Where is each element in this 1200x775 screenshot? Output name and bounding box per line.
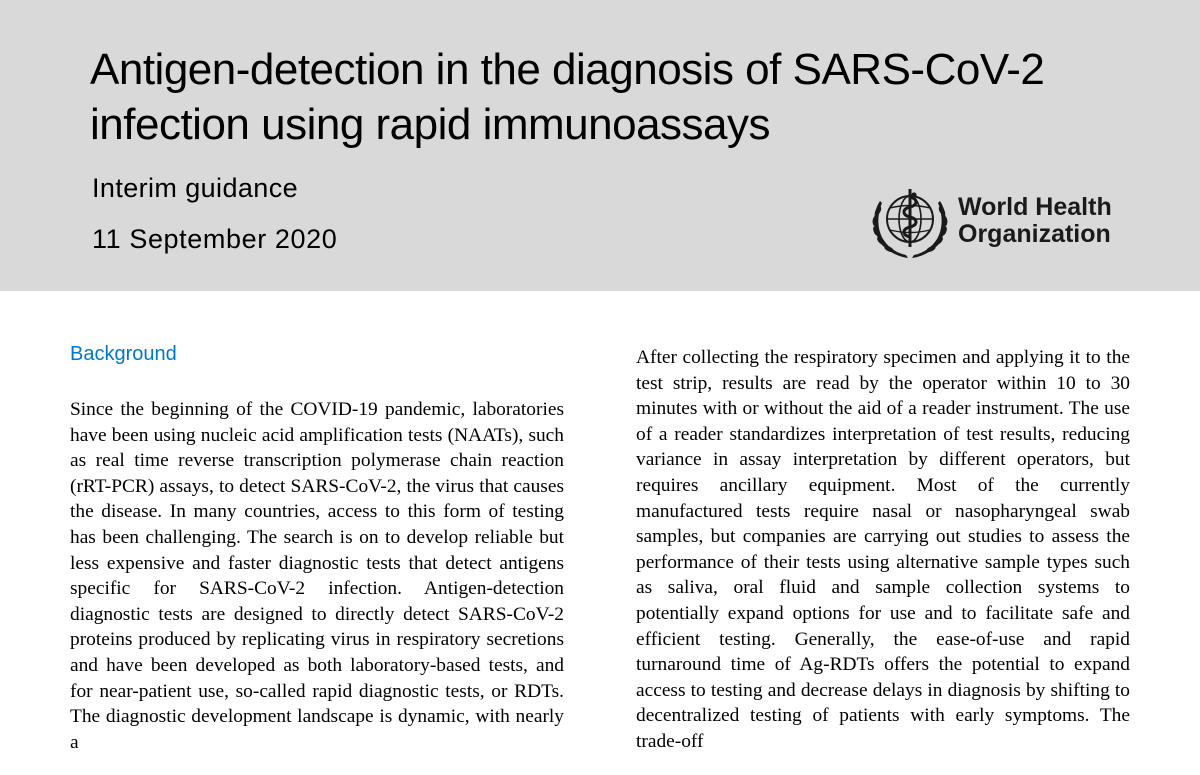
who-wordmark <box>958 194 1112 248</box>
document-title: Antigen-detection in the diagnosis of SARS-CoV-2 infection using rapid immunoassays <box>90 45 1045 149</box>
who-logo <box>866 183 1116 259</box>
document-subtitle: Interim guidance <box>92 173 299 203</box>
who-wordmark-line1: World Health <box>958 193 1112 221</box>
right-column <box>636 345 1130 755</box>
publication-date: 11 September 2020 <box>92 224 338 254</box>
right-column-paragraph: After collecting the respiratory specimen and applying it to the test strip, results are read by the operator within 10 to 30 minutes with or without the aid of a reader instrument. The use of a reader standardizes interpretation of test results, reducing variance in assay interpretation by different operators, but requires ancillary equipment. Most of the currently manufactured tests require nasal or nasopharyngeal swab samples, but companies are carrying out studies to assess the performance of their tests using alternative sample types such as saliva, oral fluid and sample collection systems to potentially expand options for use and to facilitate safe and efficient testing. Generally, the ease-of-use and rapid turnaround time of Ag-RDTs offers the potential to expand access to testing and decrease delays in diagnosis by shifting to decentralized testing of patients with early symptoms. The trade-off <box>636 347 1130 752</box>
who-emblem-icon <box>866 183 954 259</box>
document-header <box>0 0 1200 291</box>
section-heading-background: Background <box>70 343 177 365</box>
who-wordmark-line2: Organization <box>958 220 1111 248</box>
background-paragraph: Since the beginning of the COVID-19 pandemic, laboratories have been using nucleic acid amplification tests (NAATs), such as real time reverse transcription polymerase chain reaction (rRT-PCR) assays, to detect SARS-CoV-2, the virus that causes the disease. In many countries, access to this form of testing has been challenging. The search is on to develop reliable but less expensive and faster diagnostic tests that detect antigens specific for SARS-CoV-2 infection. Antigen-detection diagnostic tests are designed to directly detect SARS-CoV-2 proteins produced by replicating virus in respiratory secretions and have been developed as both laboratory-based tests, and for near-patient use, so-called rapid diagnostic tests, or RDTs. The diagnostic development landscape is dynamic, with nearly a <box>70 399 564 753</box>
left-column <box>70 397 564 755</box>
